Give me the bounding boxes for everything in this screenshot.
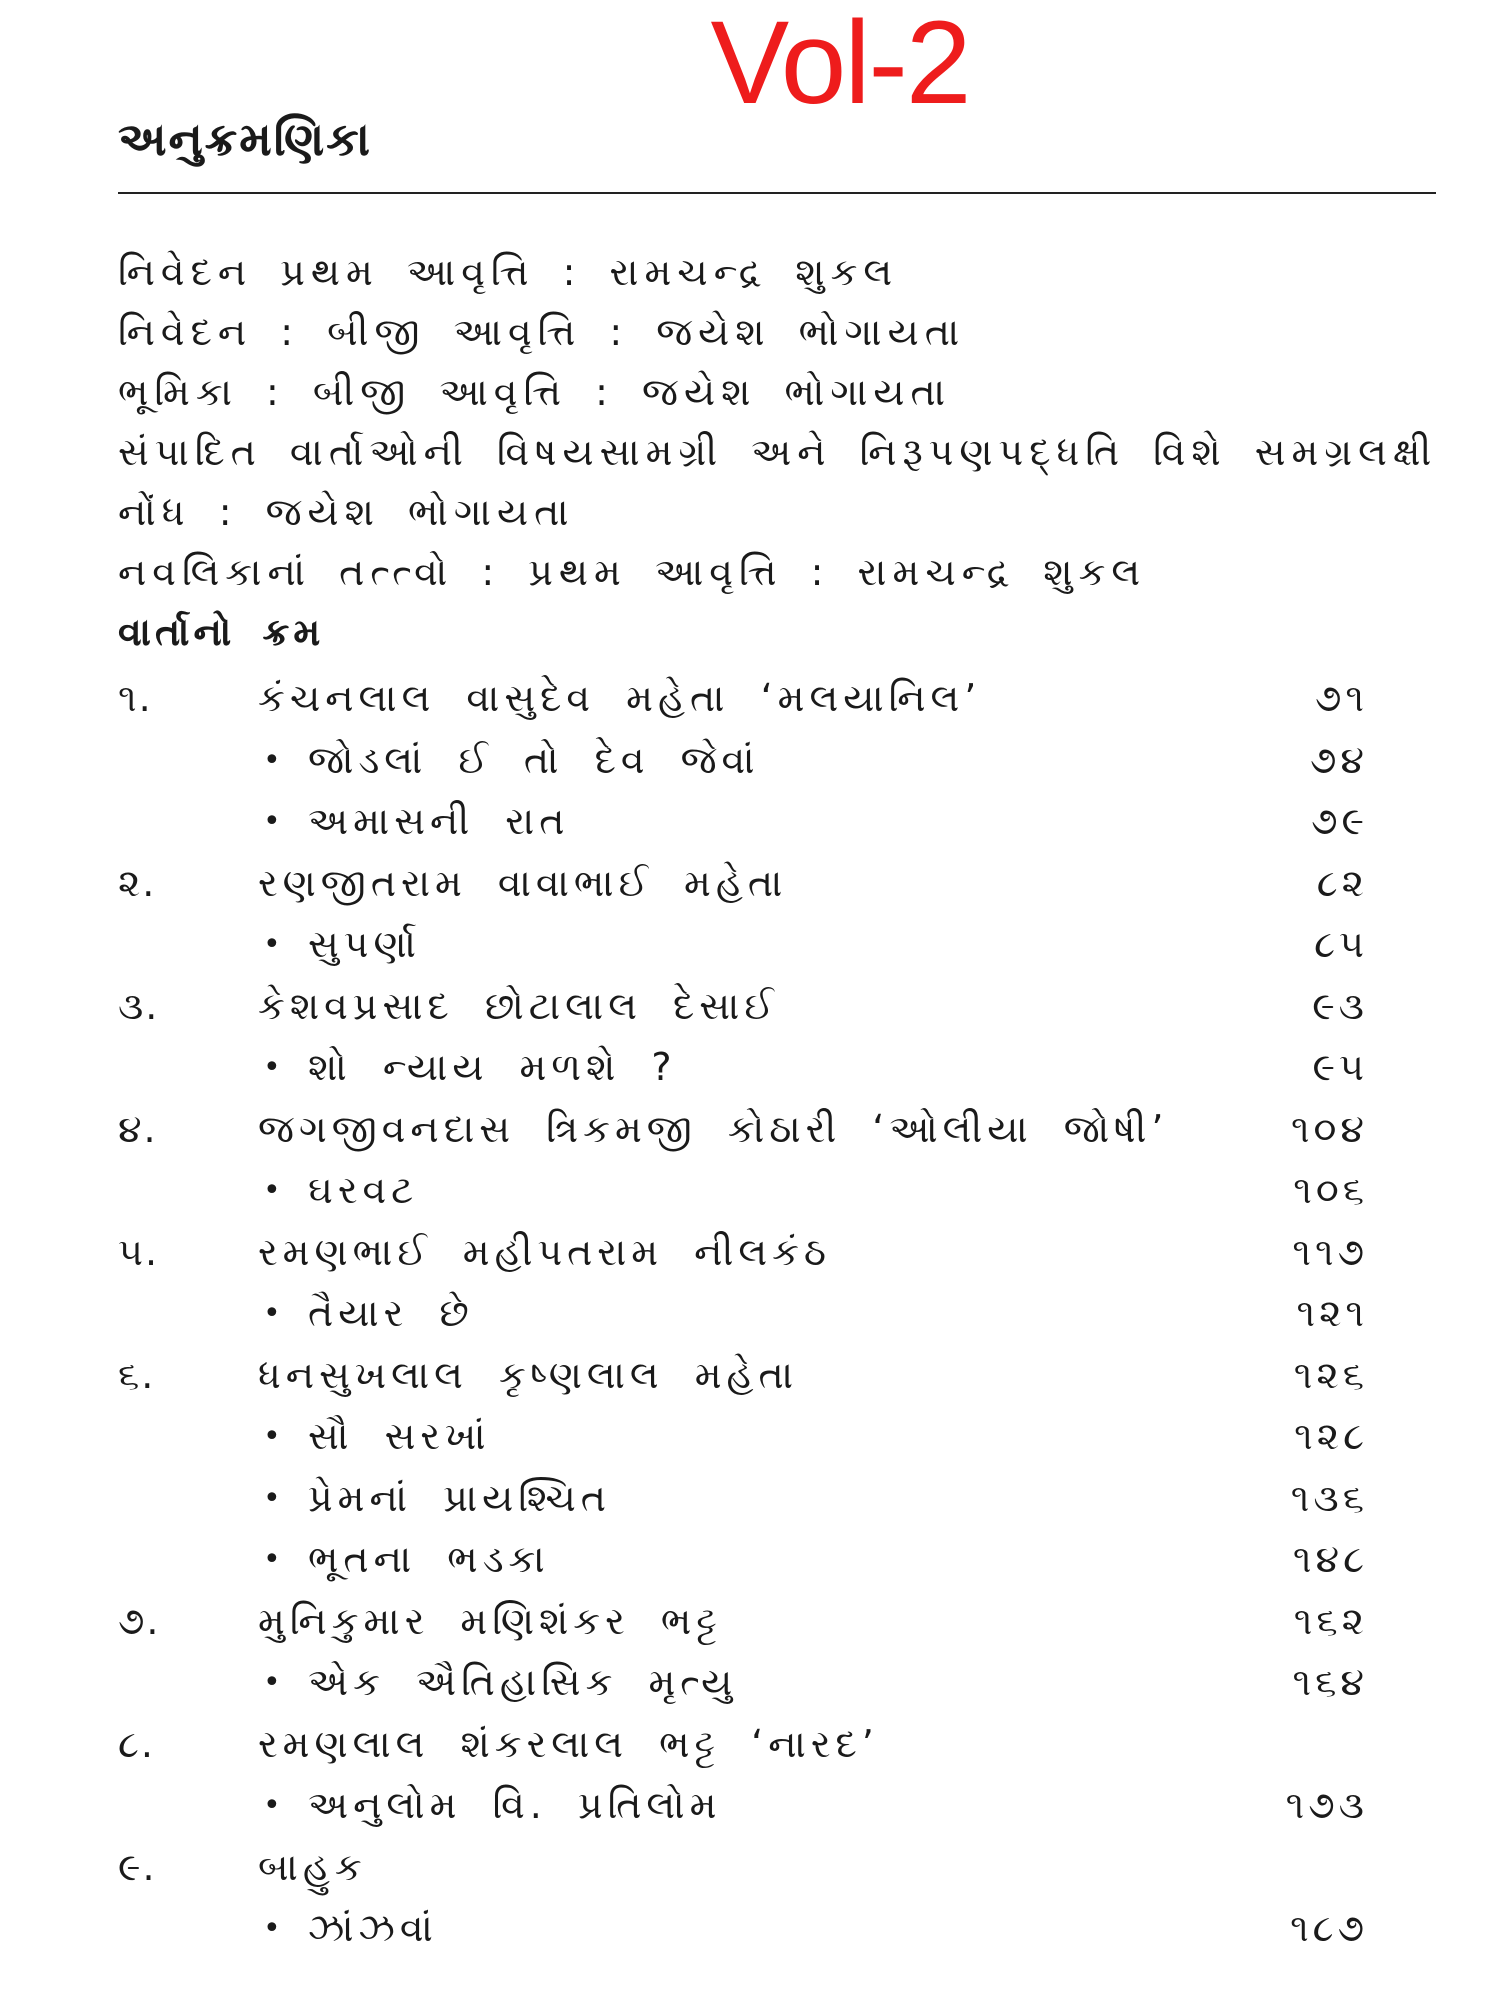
front-matter-item: નવલિકાનાં તત્ત્વો : પ્રથમ આવૃત્તિ : રામચન્દ્ર શુકલ xyxy=(118,550,1147,594)
section-heading: વાર્તાનો ક્રમ xyxy=(118,610,325,654)
bullet-icon: • xyxy=(263,1173,281,1208)
toc-author-name: જગજીવનદાસ ત્રિકમજી કોઠારી ‘ઓલીયા જોષી’ xyxy=(258,1106,1169,1151)
toc-story-title: તૈયાર છે xyxy=(308,1291,474,1335)
toc-story-title: અનુલોમ વિ. પ્રતિલોમ xyxy=(308,1783,722,1827)
toc-author-name: કેશવપ્રસાદ છોટાલાલ દેસાઈ xyxy=(258,983,779,1028)
toc-story-row xyxy=(118,914,1368,976)
front-matter-item: સંપાદિત વાર્તાઓની વિષયસામગ્રી અને નિરૂપણપદ્ધતિ વિશે સમગ્રલક્ષી xyxy=(118,430,1438,474)
toc-story-row xyxy=(118,1529,1368,1591)
front-matter-item: નોંધ : જયેશ ભોગાયતા xyxy=(118,490,575,534)
toc-story-row xyxy=(118,1468,1368,1530)
toc-page-number: ૧૩૬ xyxy=(1290,1475,1368,1520)
toc-number: ૩. xyxy=(118,983,160,1028)
bullet-icon: • xyxy=(263,1788,281,1823)
toc-page-number: ૮૨ xyxy=(1316,860,1368,905)
table-of-contents xyxy=(118,668,1368,1960)
toc-number: ૧. xyxy=(118,676,153,720)
toc-number: ૭. xyxy=(118,1598,161,1643)
toc-number: ૪. xyxy=(118,1106,158,1151)
toc-page-number: ૧૮૭ xyxy=(1290,1906,1368,1950)
toc-author-row xyxy=(118,1714,1368,1776)
toc-number: ૨. xyxy=(118,860,157,905)
bullet-icon: • xyxy=(263,1542,281,1577)
toc-story-title: જોડલાં ઈ તો દેવ જેવાં xyxy=(308,737,760,782)
toc-story-title: અમાસની રાત xyxy=(308,799,570,843)
toc-page-number: ૭૯ xyxy=(1311,799,1368,843)
bullet-icon: • xyxy=(263,742,281,778)
bullet-icon: • xyxy=(263,927,281,962)
toc-author-row xyxy=(118,1222,1368,1284)
toc-story-title: ભૂતના ભડકા xyxy=(308,1537,550,1581)
toc-page-number: ૧૨૬ xyxy=(1293,1352,1368,1397)
toc-author-row xyxy=(118,853,1368,915)
toc-story-row xyxy=(118,1037,1368,1099)
toc-story-row xyxy=(118,1406,1368,1468)
page-title: અનુક્રમણિકા xyxy=(118,112,373,166)
toc-story-title: એક ઐતિહાસિક મૃત્યુ xyxy=(308,1660,738,1704)
toc-author-row xyxy=(118,1345,1368,1407)
toc-page-number: ૮૫ xyxy=(1314,922,1368,966)
toc-author-row xyxy=(118,668,1368,730)
bullet-icon: • xyxy=(263,804,281,839)
toc-author-name: રમણભાઈ મહીપતરામ નીલકંઠ xyxy=(258,1229,832,1274)
bullet-icon: • xyxy=(263,1296,281,1331)
toc-story-row xyxy=(118,730,1368,792)
bullet-icon: • xyxy=(263,1665,281,1700)
toc-author-name: ધનસુખલાલ કૃષ્ણલાલ મહેતા xyxy=(258,1352,799,1397)
toc-author-row xyxy=(118,976,1368,1038)
bullet-icon: • xyxy=(263,1911,281,1946)
toc-page-number: ૧૧૭ xyxy=(1292,1229,1368,1274)
toc-page-number: ૧૦૬ xyxy=(1293,1168,1368,1212)
front-matter-item: નિવેદન : બીજી આવૃત્તિ : જયેશ ભોગાયતા xyxy=(118,310,966,354)
toc-number: ૮. xyxy=(118,1721,155,1766)
toc-page-number: ૧૨૧ xyxy=(1296,1291,1368,1335)
toc-page-number: ૧૪૮ xyxy=(1292,1537,1368,1581)
toc-story-row xyxy=(118,1283,1368,1345)
toc-author-name: રણજીતરામ વાવાભાઈ મહેતા xyxy=(258,860,788,905)
toc-story-title: ઝાંઝવાં xyxy=(308,1906,438,1950)
toc-author-row xyxy=(118,1837,1368,1899)
toc-author-row xyxy=(118,1099,1368,1161)
toc-author-name: રમણલાલ શંકરલાલ ભટ્ટ ‘નારદ’ xyxy=(258,1721,879,1766)
toc-page-number: ૯૫ xyxy=(1312,1045,1368,1089)
toc-story-title: સુપર્ણા xyxy=(308,922,421,966)
front-matter-item: નિવેદન પ્રથમ આવૃત્તિ : રામચન્દ્ર શુકલ xyxy=(118,250,899,294)
toc-story-title: સૌ સરખાં xyxy=(308,1414,491,1458)
front-matter-item: ભૂમિકા : બીજી આવૃત્તિ : જયેશ ભોગાયતા xyxy=(118,370,952,414)
title-divider xyxy=(118,192,1436,194)
toc-author-name: કંચનલાલ વાસુદેવ મહેતા ‘મલયાનિલ’ xyxy=(258,676,982,720)
bullet-icon: • xyxy=(263,1050,281,1085)
toc-author-row xyxy=(118,1591,1368,1653)
toc-story-row xyxy=(118,1160,1368,1222)
toc-number: ૫. xyxy=(118,1229,160,1274)
toc-page-number: ૧૦૪ xyxy=(1290,1106,1368,1151)
volume-label: Vol-2 xyxy=(710,0,970,129)
toc-number: ૯. xyxy=(118,1844,157,1889)
toc-page-number: ૧૭૩ xyxy=(1285,1783,1368,1827)
toc-story-title: પ્રેમનાં પ્રાયશ્ચિત xyxy=(308,1475,611,1520)
toc-author-name: મુનિકુમાર મણિશંકર ભટ્ટ xyxy=(258,1598,722,1643)
toc-page-number: ૭૧ xyxy=(1314,676,1368,720)
toc-story-row xyxy=(118,1898,1368,1960)
toc-page-number: ૭૪ xyxy=(1310,737,1368,782)
toc-page-number: ૧૬૨ xyxy=(1293,1598,1368,1643)
toc-story-row xyxy=(118,1652,1368,1714)
toc-page-number: ૧૬૪ xyxy=(1292,1660,1368,1704)
bullet-icon: • xyxy=(263,1480,281,1516)
toc-story-title: શો ન્યાય મળશે ? xyxy=(308,1045,677,1089)
toc-story-row xyxy=(118,1775,1368,1837)
front-matter-list xyxy=(118,242,1438,662)
toc-page-number: ૧૨૮ xyxy=(1294,1414,1368,1458)
toc-story-row xyxy=(118,791,1368,853)
bullet-icon: • xyxy=(263,1419,281,1454)
toc-story-title: ઘરવટ xyxy=(308,1168,419,1212)
toc-page-number: ૯૩ xyxy=(1312,983,1368,1028)
toc-number: ૬. xyxy=(118,1352,156,1397)
toc-author-name: બાહુક xyxy=(258,1844,367,1889)
